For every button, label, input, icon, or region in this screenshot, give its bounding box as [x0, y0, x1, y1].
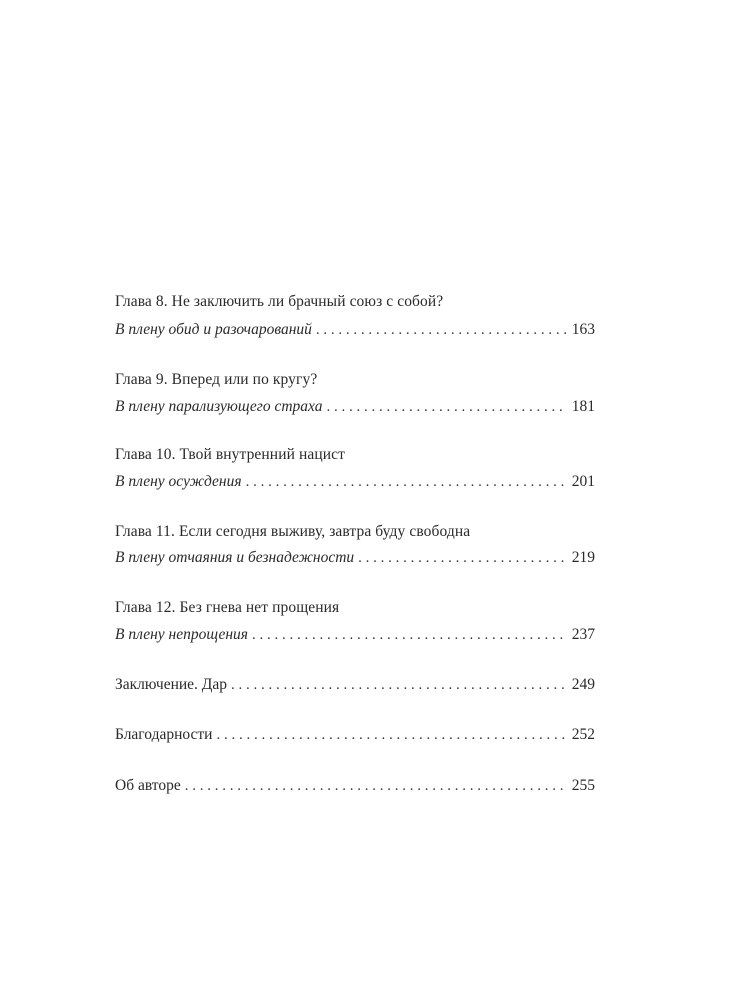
dot-leader	[326, 396, 565, 418]
chapter-9-title: Глава 9. Вперед или по кругу?	[115, 371, 318, 388]
acknowledgements-label: Благодарности	[115, 726, 213, 743]
chapter-12-title: Глава 12. Без гнева нет прощения	[115, 599, 340, 616]
dot-leader	[185, 775, 566, 797]
acknowledgements-entry	[115, 724, 595, 746]
chapter-9-subtitle: В плену парализующего страха	[115, 398, 323, 415]
dot-leader	[246, 471, 566, 493]
chapter-10-title: Глава 10. Твой внутренний нацист	[115, 446, 345, 463]
chapter-11-title: Глава 11. Если сегодня выживу, завтра буду свободна	[115, 523, 471, 540]
conclusion-entry	[115, 674, 595, 696]
conclusion-label: Заключение. Дар	[115, 676, 227, 693]
about-author-page-number: 255	[571, 777, 595, 794]
chapter-9-entry	[115, 396, 595, 418]
about-author-entry	[115, 775, 595, 797]
table-of-contents	[115, 0, 595, 1000]
dot-leader	[231, 674, 566, 696]
chapter-12-entry	[115, 624, 595, 646]
about-author-label: Об авторе	[115, 777, 181, 794]
dot-leader	[252, 624, 566, 646]
dot-leader	[216, 724, 565, 746]
chapter-8-subtitle: В плену обид и разочарований	[115, 321, 312, 338]
conclusion-page-number: 249	[571, 676, 595, 693]
chapter-12-page-number: 237	[571, 626, 595, 643]
chapter-10-entry	[115, 471, 595, 493]
chapter-11-entry	[115, 547, 595, 569]
chapter-11-subtitle: В плену отчаяния и безнадежности	[115, 549, 355, 566]
chapter-8-entry	[115, 319, 595, 341]
chapter-12-subtitle: В плену непрощения	[115, 626, 248, 643]
dot-leader	[358, 547, 566, 569]
acknowledgements-page-number: 252	[571, 726, 595, 743]
chapter-9-page-number: 181	[571, 398, 595, 415]
chapter-8-page-number: 163	[571, 321, 595, 338]
chapter-10-subtitle: В плену осуждения	[115, 473, 242, 490]
chapter-10-page-number: 201	[571, 473, 595, 490]
chapter-11-page-number: 219	[571, 549, 595, 566]
chapter-8-title: Глава 8. Не заключить ли брачный союз с собой?	[115, 293, 444, 310]
dot-leader	[316, 319, 566, 341]
